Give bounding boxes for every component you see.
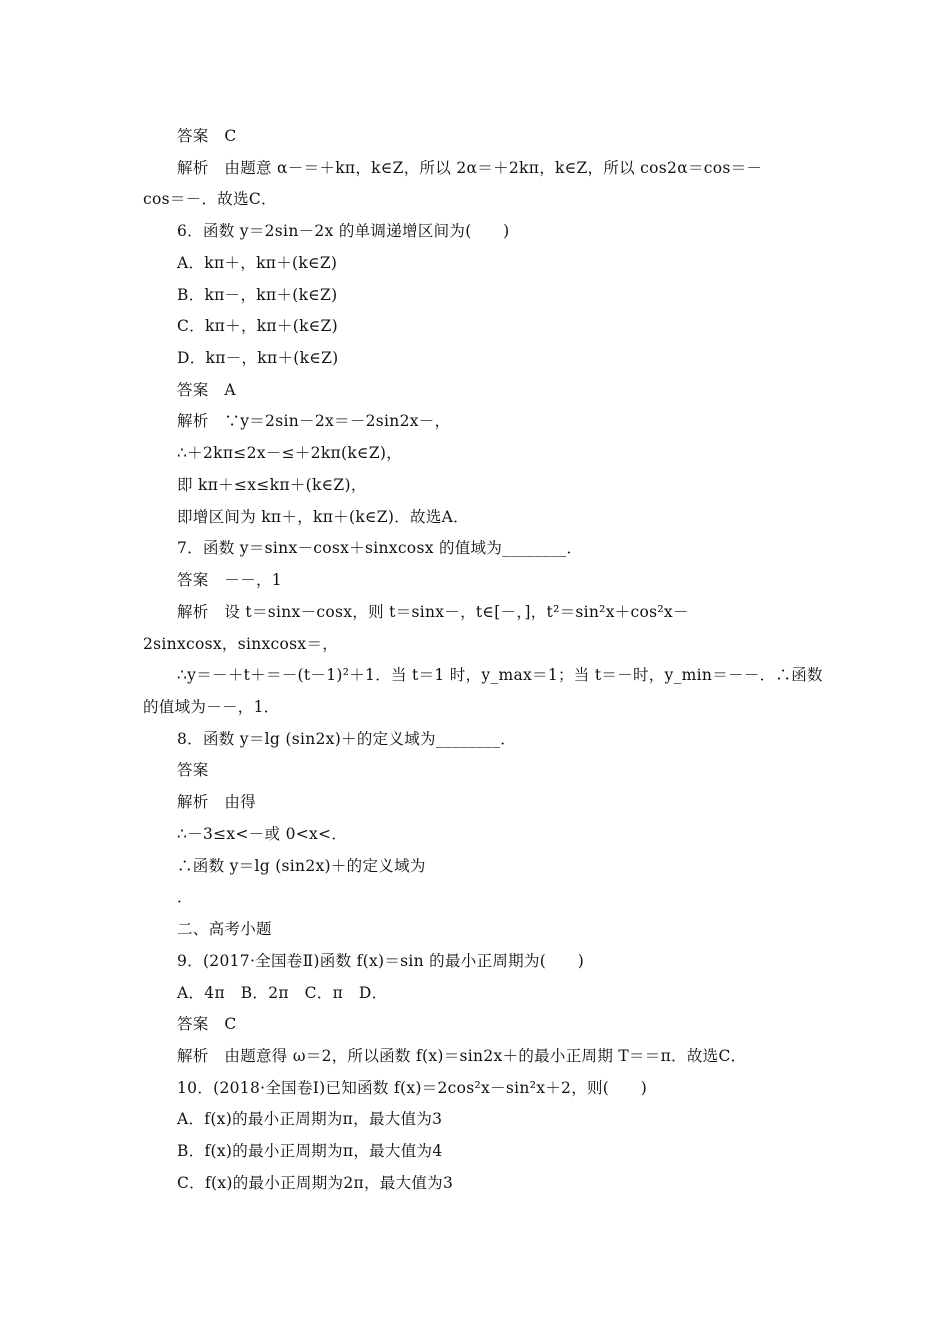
option-6b: B．kπ－，kπ＋(k∈Z): [177, 286, 338, 304]
analysis-8-line-3: ∴函数 y＝lg (sin2x)＋的定义域为: [177, 857, 426, 875]
analysis-8-line-1: 解析 由得: [177, 793, 257, 811]
analysis-7-line-1: 解析 设 t＝sinx－cosx，则 t＝sinx－，t∈[－，]，t²＝sin²x＋cos²x－: [177, 603, 689, 621]
answer-8: 答案: [177, 761, 209, 779]
analysis-5-line-1: 解析 由题意 α－＝＋kπ，k∈Z，所以 2α＝＋2kπ，k∈Z，所以 cos2α＝cos＝－: [177, 159, 763, 177]
question-10: 10．(2018·全国卷Ⅰ)已知函数 f(x)＝2cos²x－sin²x＋2，则( ): [177, 1079, 648, 1097]
analysis-6-line-3: 即 kπ＋≤x≤kπ＋(k∈Z)，: [177, 476, 367, 494]
answer-5: 答案 C: [177, 127, 237, 145]
analysis-6-line-4: 即增区间为 kπ＋，kπ＋(k∈Z)．故选A．: [177, 508, 469, 526]
option-10c: C．f(x)的最小正周期为2π，最大值为3: [177, 1174, 454, 1192]
analysis-8-line-4: ．: [177, 888, 193, 906]
analysis-9: 解析 由题意得 ω＝2，所以函数 f(x)＝sin2x＋的最小正周期 T＝＝π．故选C．: [177, 1047, 747, 1065]
analysis-7-line-4: 的值域为－－，1．: [143, 698, 280, 716]
section-heading: 二、高考小题: [177, 920, 272, 938]
option-10a: A．f(x)的最小正周期为π，最大值为3: [177, 1110, 443, 1128]
answer-9: 答案 C: [177, 1015, 237, 1033]
analysis-6-line-1: 解析 ∵y＝2sin－2x＝－2sin2x－，: [177, 412, 451, 430]
option-6a: A．kπ＋，kπ＋(k∈Z): [177, 254, 338, 272]
analysis-5-line-2: cos＝－．故选C．: [143, 190, 277, 208]
answer-7: 答案 －－，1: [177, 571, 282, 589]
question-9: 9．(2017·全国卷Ⅱ)函数 f(x)＝sin 的最小正周期为( ): [177, 952, 585, 970]
question-6: 6．函数 y＝2sin－2x 的单调递增区间为( ): [177, 222, 510, 240]
option-6c: C．kπ＋，kπ＋(k∈Z): [177, 317, 338, 335]
answer-6: 答案 A: [177, 381, 236, 399]
option-6d: D．kπ－，kπ＋(k∈Z): [177, 349, 339, 367]
options-9: A．4π B．2π C．π D．: [177, 984, 388, 1002]
analysis-8-line-2: ∴－3≤x<－或 0<x<．: [177, 825, 348, 843]
analysis-6-line-2: ∴＋2kπ≤2x－≤＋2kπ(k∈Z)，: [177, 444, 403, 462]
analysis-7-line-3: ∴y＝－＋t＋＝－(t－1)²＋1．当 t＝1 时，y_max＝1；当 t＝－时，y_min＝－－．∴函数: [177, 666, 823, 684]
analysis-7-line-2: 2sinxcosx，sinxcosx＝，: [143, 635, 339, 653]
question-8: 8．函数 y＝lg (sin2x)＋的定义域为________．: [177, 730, 517, 748]
option-10b: B．f(x)的最小正周期为π，最大值为4: [177, 1142, 443, 1160]
question-7: 7．函数 y＝sinx－cosx＋sinxcosx 的值域为________．: [177, 539, 583, 557]
